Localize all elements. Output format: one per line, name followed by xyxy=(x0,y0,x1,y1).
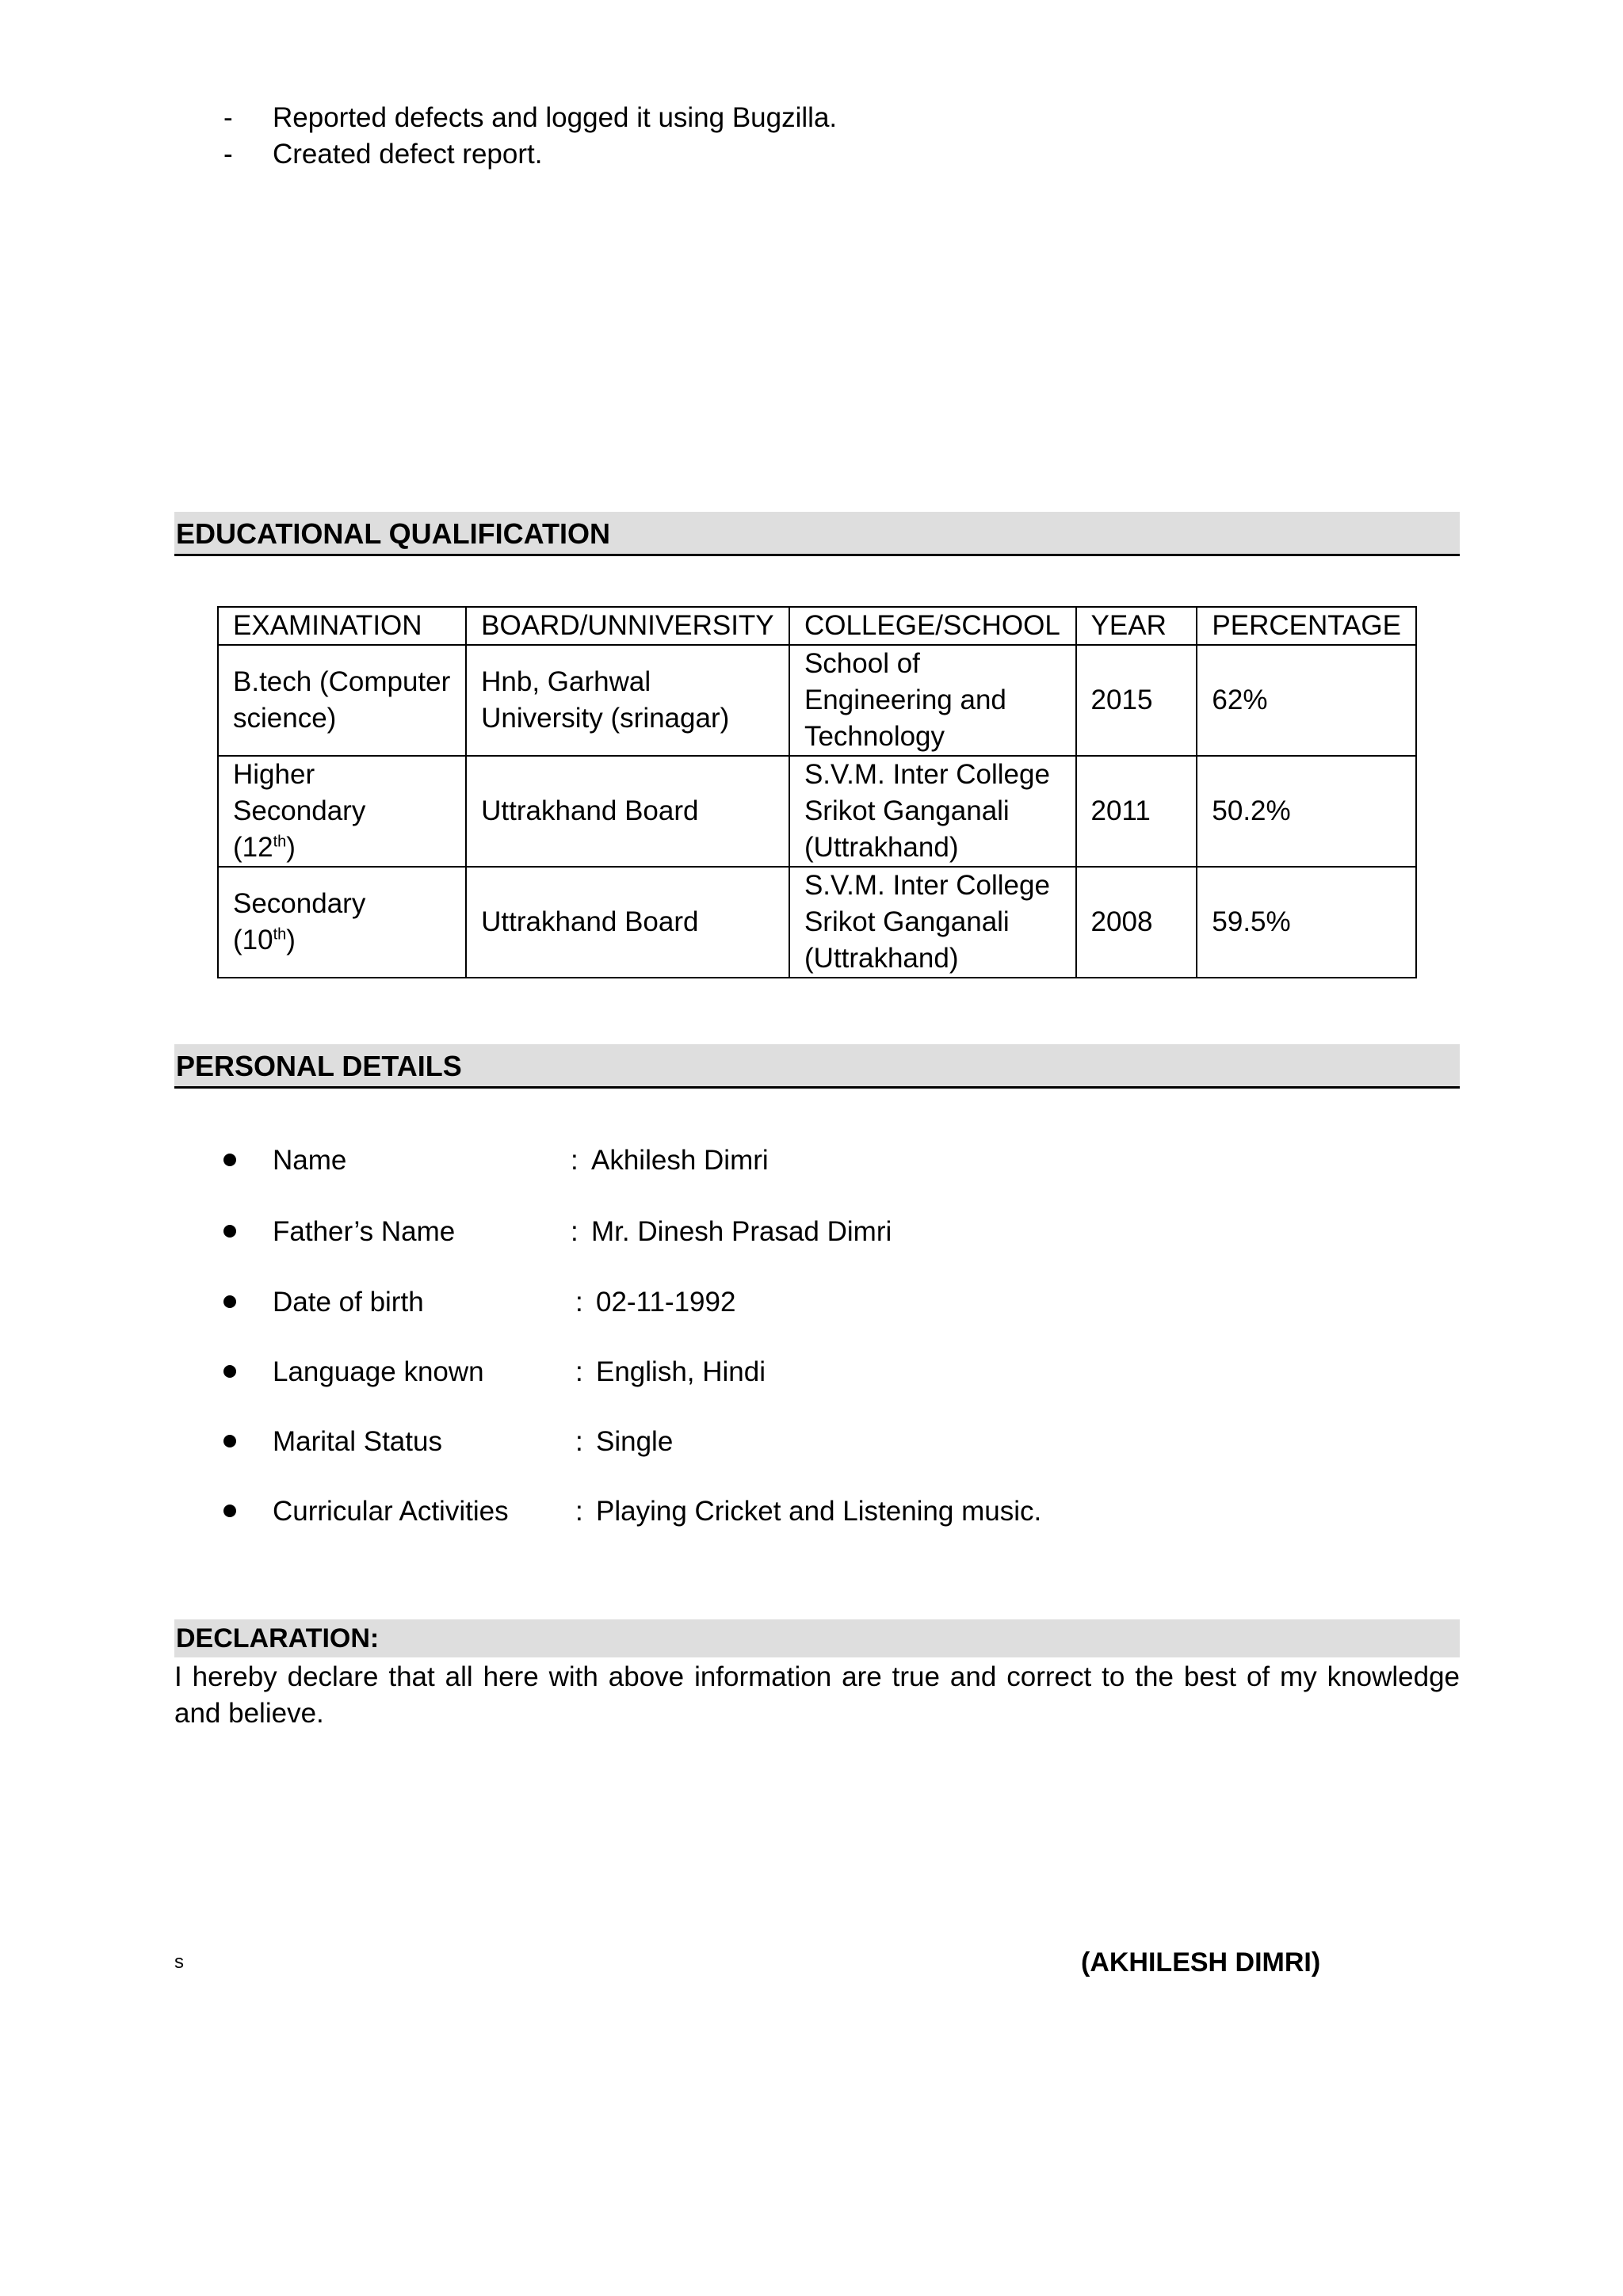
detail-label: Language known xyxy=(273,1356,484,1387)
cell-line: Srikot Ganganali xyxy=(804,795,1010,826)
detail-label: Curricular Activities xyxy=(273,1496,509,1527)
table-row xyxy=(218,645,1416,756)
cell-text: ) xyxy=(286,925,296,955)
detail-label: Date of birth xyxy=(273,1287,424,1318)
bullet-icon xyxy=(223,1365,236,1378)
cell-line xyxy=(233,830,451,866)
column-header-board: BOARD/UNNIVERSITY xyxy=(466,607,789,645)
detail-value: Single xyxy=(596,1426,674,1457)
table-row xyxy=(218,756,1416,867)
cell-year: 2015 xyxy=(1076,645,1197,756)
cell-examination xyxy=(218,645,466,756)
detail-label: Father’s Name xyxy=(273,1216,456,1247)
detail-colon: : xyxy=(575,1426,583,1457)
table-header-row xyxy=(218,607,1416,645)
detail-colon: : xyxy=(571,1216,579,1247)
detail-colon: : xyxy=(575,1287,583,1318)
cell-year: 2008 xyxy=(1076,867,1197,978)
cell-line: Higher Secondary xyxy=(233,759,366,826)
signature-name: (AKHILESH DIMRI) xyxy=(1081,1947,1321,1978)
detail-colon: : xyxy=(575,1496,583,1527)
cell-text: (10 xyxy=(233,925,273,955)
detail-value: Akhilesh Dimri xyxy=(591,1145,769,1176)
detail-label: Marital Status xyxy=(273,1426,442,1457)
cell-line: Srikot Ganganali xyxy=(804,906,1010,937)
cell-line: B.tech (Computer xyxy=(233,666,451,697)
cell-line: S.V.M. Inter College xyxy=(804,759,1050,790)
column-header-year: YEAR xyxy=(1076,607,1197,645)
cell-percentage: 62% xyxy=(1197,645,1416,756)
cell-college xyxy=(789,645,1076,756)
cell-line: University (srinagar) xyxy=(481,703,730,734)
cell-line: (Uttrakhand) xyxy=(804,943,959,974)
cell-board: Uttrakhand Board xyxy=(466,756,789,867)
cell-board: Uttrakhand Board xyxy=(466,867,789,978)
cell-text: ) xyxy=(286,832,296,863)
cell-board xyxy=(466,645,789,756)
column-header-college: COLLEGE/SCHOOL xyxy=(789,607,1076,645)
cell-text: science) xyxy=(233,703,337,734)
personal-heading: PERSONAL DETAILS xyxy=(174,1044,1460,1089)
cell-year: 2011 xyxy=(1076,756,1197,867)
cell-examination xyxy=(218,756,466,867)
bullet-icon xyxy=(223,1154,236,1166)
detail-value: 02-11-1992 xyxy=(596,1287,736,1318)
experience-item-text: Reported defects and logged it using Bugzilla. xyxy=(273,102,838,133)
cell-line: School of xyxy=(804,648,920,679)
column-header-examination: EXAMINATION xyxy=(218,607,466,645)
declaration-text: I hereby declare that all here with above information are true and correct to the best of my knowledge and believe. xyxy=(174,1661,1460,1729)
cell-text: (12 xyxy=(233,832,273,863)
bullet-icon xyxy=(223,1435,236,1447)
stray-mark: s xyxy=(174,1951,184,1973)
ordinal-suffix: th xyxy=(273,833,287,851)
detail-colon: : xyxy=(571,1145,579,1176)
detail-colon: : xyxy=(575,1356,583,1387)
detail-label: Name xyxy=(273,1145,347,1176)
bullet-icon xyxy=(223,1225,236,1238)
bullet-icon xyxy=(223,1505,236,1517)
cell-line: (Uttrakhand) xyxy=(804,832,959,863)
detail-value: Mr. Dinesh Prasad Dimri xyxy=(591,1216,892,1247)
cell-percentage: 50.2% xyxy=(1197,756,1416,867)
cell-percentage: 59.5% xyxy=(1197,867,1416,978)
table-row xyxy=(218,867,1416,978)
cell-line: S.V.M. Inter College xyxy=(804,870,1050,901)
cell-line: Technology xyxy=(804,721,945,752)
cell-line xyxy=(233,922,451,959)
detail-value: Playing Cricket and Listening music. xyxy=(596,1496,1042,1527)
detail-value: English, Hindi xyxy=(596,1356,766,1387)
dash-marker: - xyxy=(223,139,233,170)
cell-college xyxy=(789,756,1076,867)
experience-item-text: Created defect report. xyxy=(273,139,543,170)
ordinal-suffix: th xyxy=(273,925,287,944)
cell-line xyxy=(233,700,451,737)
dash-marker: - xyxy=(223,102,233,133)
cell-line: Hnb, Garhwal xyxy=(481,666,651,697)
cell-college xyxy=(789,867,1076,978)
bullet-icon xyxy=(223,1295,236,1308)
column-header-percentage: PERCENTAGE xyxy=(1197,607,1416,645)
education-table xyxy=(217,606,1417,978)
declaration-heading: DECLARATION: xyxy=(174,1619,1460,1657)
education-heading: EDUCATIONAL QUALIFICATION xyxy=(174,512,1460,556)
cell-line: Secondary xyxy=(233,888,366,919)
cell-examination xyxy=(218,867,466,978)
cell-line: Engineering and xyxy=(804,685,1006,715)
